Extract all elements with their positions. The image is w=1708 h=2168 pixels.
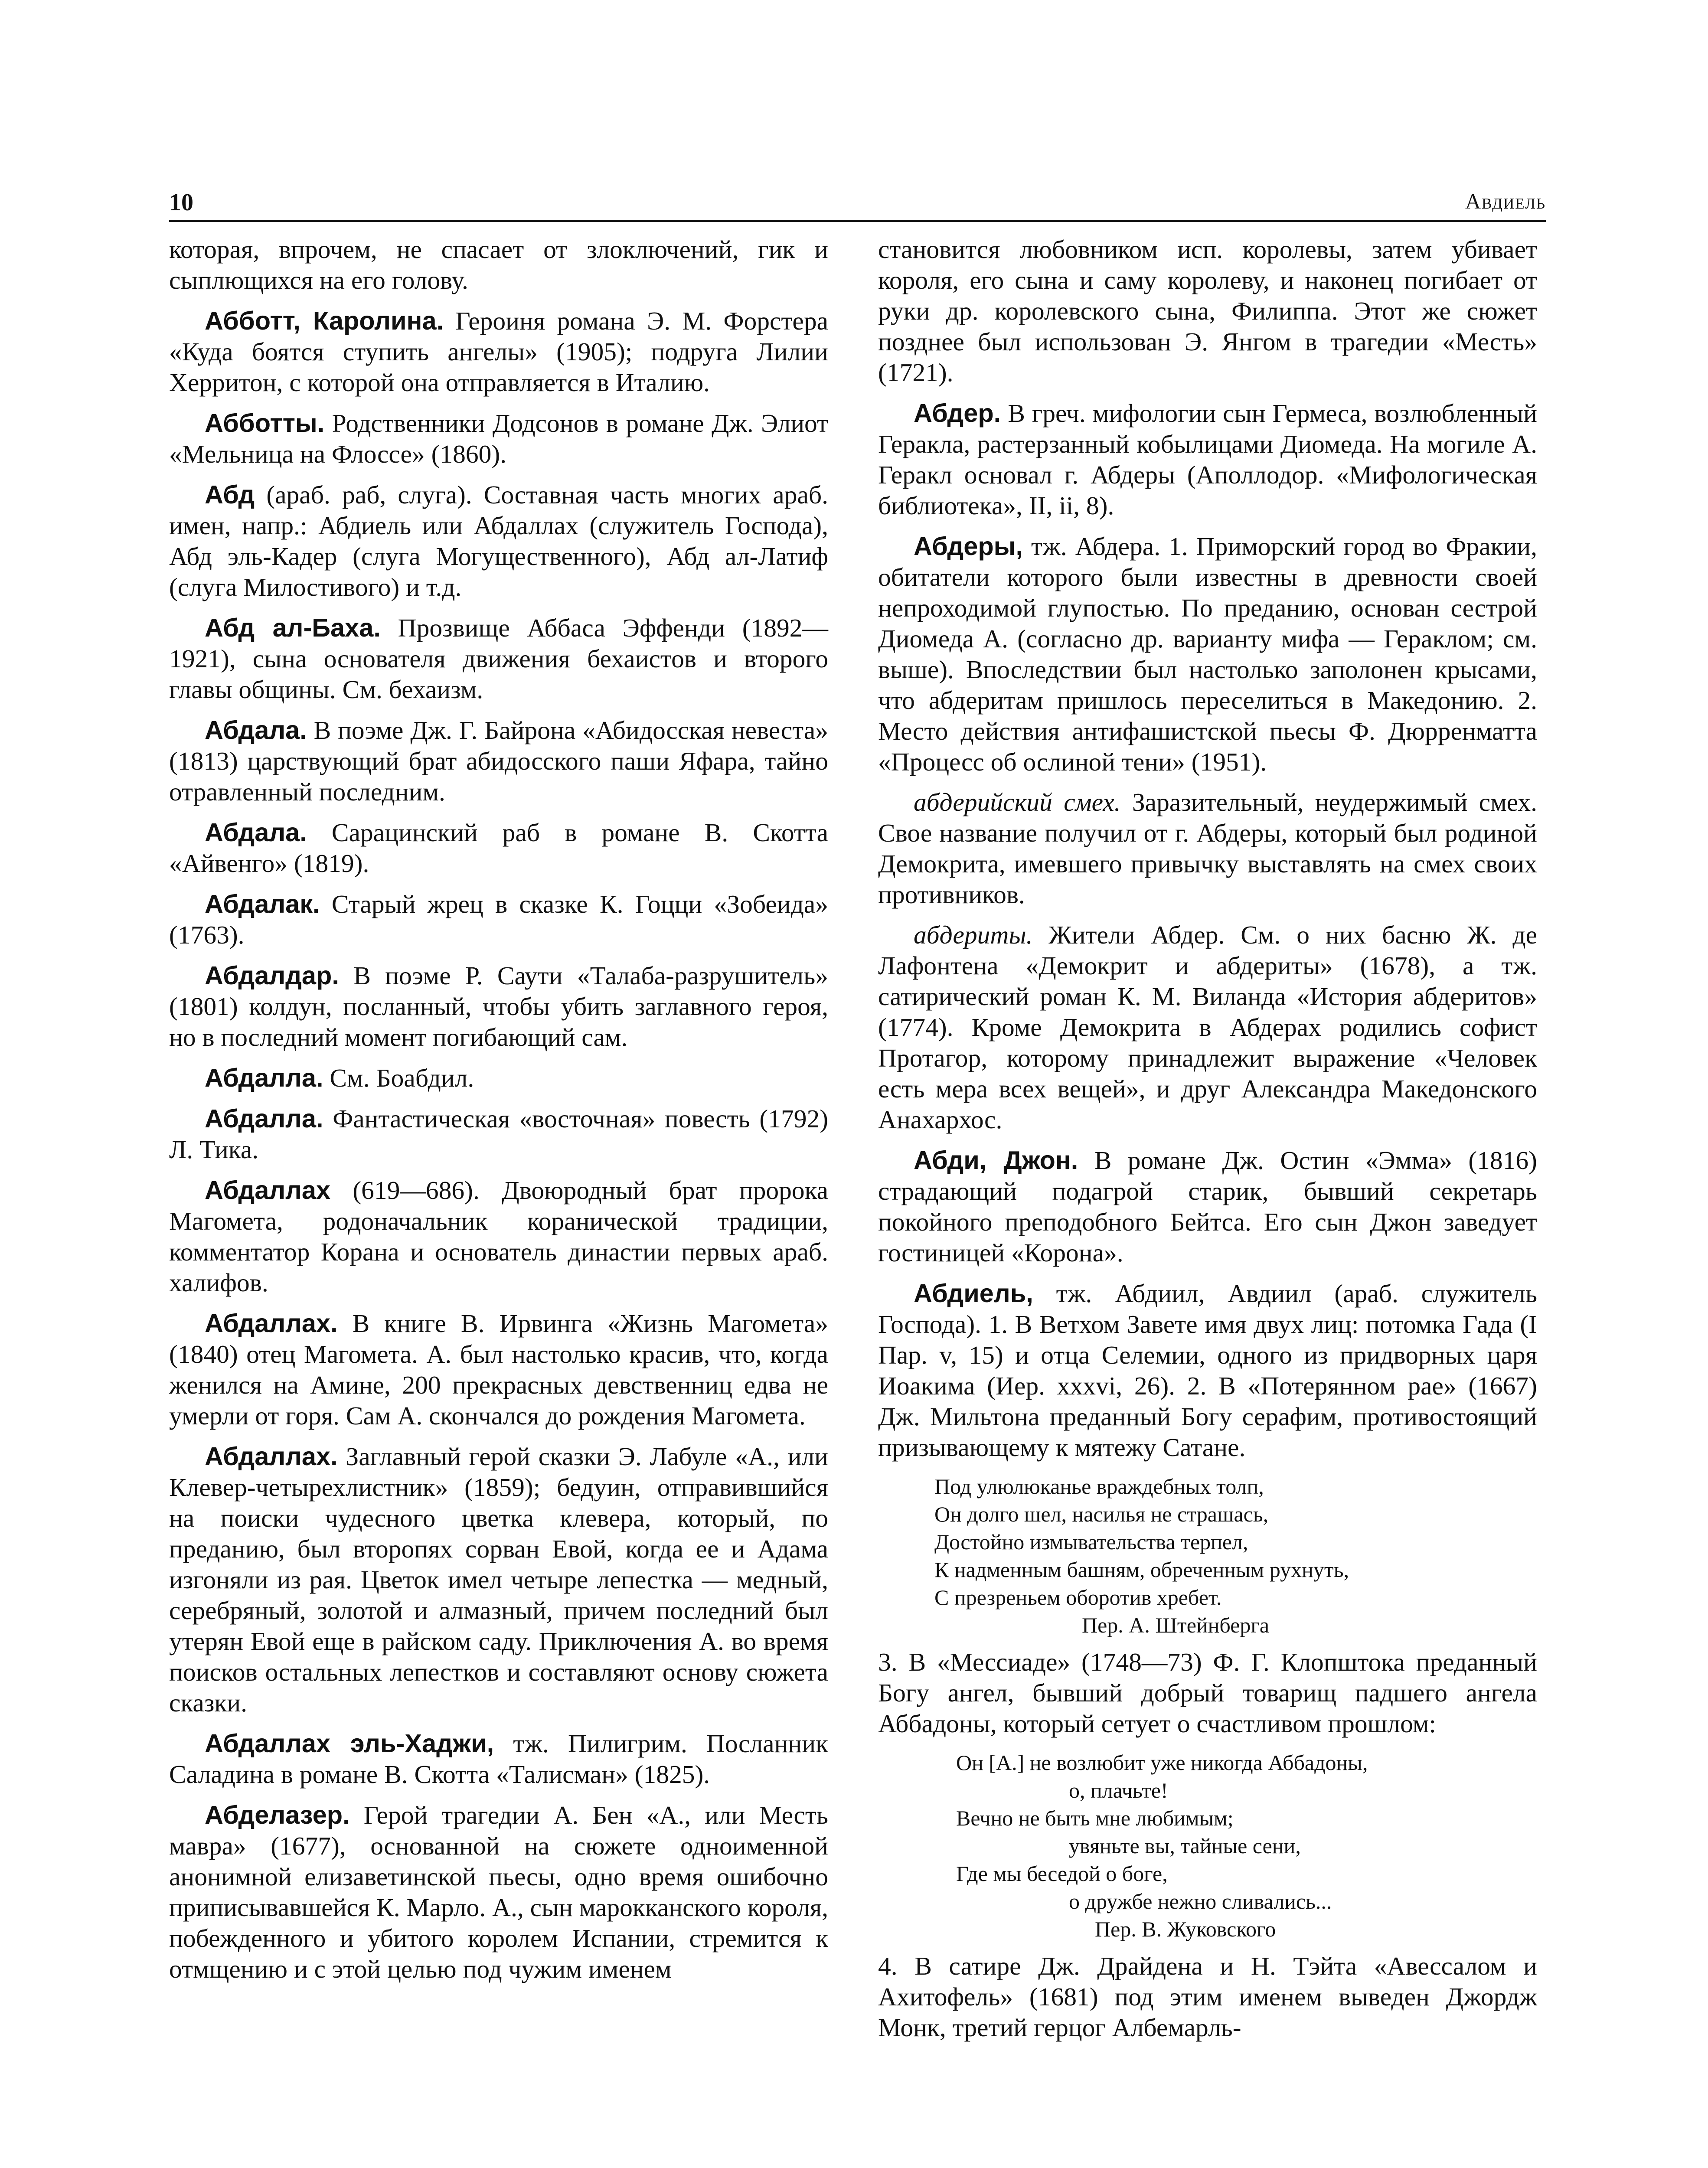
entry-text: В книге В. Ирвинга «Жизнь Магомета» (1840) отец Магомета. А. был настолько красив, что, когда женился на Амине, 200 прекрасных девственниц едва не умерли от горя. Сам А. скончался до рождения Магомета. (169, 1309, 828, 1430)
entry-abdaldar (169, 960, 828, 1053)
entry-abbott-karolina (169, 305, 828, 398)
entry-paragraph (878, 1951, 1537, 2043)
entry-abdallah-3 (169, 1441, 828, 1718)
verse-line: К надменным башням, обреченным рухнуть, (934, 1557, 1349, 1582)
headword: Абделазер. (205, 1800, 350, 1829)
header-rule (169, 220, 1546, 222)
headword: Абдала. (205, 818, 307, 847)
translator-attribution: Пер. А. Штейнберга (1082, 1613, 1270, 1637)
verse-line: Он долго шел, насилья не страшась, (934, 1502, 1269, 1526)
entry-abder (878, 398, 1537, 521)
entry-text: Героиня романа Э. М. Форстера «Куда боятся ступить ангелы» (1905); подруга Лилии Херритон, с которой она отправляется в Италию. (169, 307, 829, 397)
entry-paragraph (878, 1647, 1537, 1739)
entry-text: Сарацинский раб в романе В. Скотта «Айвенго» (1819). (169, 818, 828, 878)
entry-text: Прозвище Аббаса Эффенди (1892—1921), сына основателя движения бехаистов и второго главы общины. См. бехаизм. (169, 614, 829, 704)
headword: Абдаллах эль-Хаджи, (205, 1729, 494, 1758)
headword: Абдалла. (205, 1063, 323, 1092)
entry-abdery (878, 531, 1537, 777)
entry-text: Старый жрец в сказке К. Гоцци «Зобеида» (1763). (169, 890, 828, 949)
headword: Абдиель, (914, 1279, 1033, 1308)
entry-abdalla-1 (169, 1062, 828, 1094)
entry-abdala-2 (169, 817, 828, 879)
headword: Абдала. (205, 715, 307, 744)
subheadword: абдериты. (914, 921, 1033, 949)
entry-abdalla-2 (169, 1103, 828, 1165)
verse-line: Вечно не быть мне любимым; (956, 1806, 1234, 1830)
entry-text: 4. В сатире Дж. Драйдена и Н. Тэйта «Авессалом и Ахитофель» (1681) под этим именем выведен Джордж Монк, третий герцог Албемарль- (878, 1952, 1537, 2042)
subheadword: абдерийский смех. (914, 788, 1121, 816)
headword: Абдалак. (205, 889, 320, 918)
entry-text: которая, впрочем, не спасает от злоключений, гик и сыплющихся на его голову. (169, 235, 828, 294)
headword: Абдеры, (914, 532, 1023, 561)
entry-abdiel (878, 1278, 1537, 1463)
subentry-abderity (878, 920, 1537, 1135)
entry-abdallah-el-hadzhi (169, 1728, 828, 1790)
entry-text: Родственники Додсонов в романе Дж. Элиот «Мельница на Флоссе» (1860). (169, 409, 829, 468)
headword: Абдаллах. (205, 1442, 338, 1471)
left-column (169, 234, 828, 1994)
entry-abdelazer (169, 1799, 828, 1985)
entry-abdalak (169, 888, 828, 950)
headword: Абдаллах. (205, 1309, 338, 1338)
headword: Абботт, Каролина. (205, 306, 444, 335)
verse-line: увяньте вы, тайные сени, (1069, 1834, 1301, 1858)
running-head: Авдиель (1465, 189, 1546, 213)
verse-line: о дружбе нежно сливались... (1069, 1889, 1332, 1913)
entry-abdi-dzhon (878, 1145, 1537, 1268)
right-column (878, 234, 1537, 2053)
entry-abd (169, 479, 828, 603)
entry-text: Фантастическая «восточная» повесть (1792) Л. Тика. (169, 1104, 829, 1164)
entry-text: В поэме Р. Саути «Талаба-разрушитель» (1801) колдун, посланный, чтобы убить заглавного героя, но в последний момент погибающий сам. (169, 961, 828, 1051)
entry-abbotty (169, 408, 828, 470)
headword: Абдалла. (205, 1104, 323, 1133)
verse-quote-klopstock (878, 1749, 1537, 1943)
entry-text: (619—686). Двоюродный брат пророка Магомета, родоначальник коранической традиции, комментатор Корана и основатель династии первых араб. халифов. (169, 1176, 828, 1297)
entry-abd-al-baha (169, 612, 828, 705)
entry-continuation (169, 234, 828, 296)
entry-text: В греч. мифологии сын Гермеса, возлюбленный Геракла, растерзанный кобылицами Диомеда. На могиле А. Геракл основал г. Абдеры (Аполлодор. «Мифологическая библиотека», II, ii, 8). (878, 399, 1537, 520)
entry-text: В поэме Дж. Г. Байрона «Абидосская невеста» (1813) царствующий брат абидосского паши Яфара, тайно отравленный последним. (169, 716, 828, 806)
entry-abdallah-1 (169, 1175, 828, 1298)
headword: Абдер. (914, 398, 1001, 428)
entry-text: тж. Пилигрим. Посланник Саладина в романе В. Скотта «Талисман» (1825). (169, 1729, 828, 1789)
page-number: 10 (169, 189, 193, 216)
translator-attribution: Пер. В. Жуковского (1095, 1917, 1276, 1941)
headword: Абботты. (205, 408, 325, 438)
entry-text: тж. Абдиил, Авдиил (араб. служитель Господа). 1. В Ветхом Завете имя двух лиц: потомка Гада (I Пар. v, 15) и отца Селемии, одного из придворных царя Иоакима (Иер. xxxvi, 26). 2. В «Потерянном рае» (1667) Дж. Мильтона преданный Богу серафим, противостоящий призывающему к мятежу Сатане. (878, 1279, 1537, 1462)
verse-line: Где мы беседой о боге, (956, 1861, 1168, 1886)
verse-line: о, плачьте! (1069, 1778, 1168, 1802)
headword: Абд (205, 480, 255, 509)
verse-line: Под улюлюканье враждебных толп, (934, 1474, 1264, 1499)
entry-text: См. Боабдил. (330, 1064, 474, 1092)
subentry-abderiyskiy-smekh (878, 787, 1537, 910)
headword: Абдаллах (205, 1175, 331, 1205)
entry-text: 3. В «Мессиаде» (1748—73) Ф. Г. Клопштока преданный Богу ангел, бывший добрый товарищ падшего ангела Аббадоны, который сетует о счастливом прошлом: (878, 1648, 1537, 1738)
verse-quote-milton (878, 1473, 1537, 1639)
entry-abdala-1 (169, 715, 828, 807)
headword: Абдалдар. (205, 961, 339, 990)
entry-text: В романе Дж. Остин «Эмма» (1816) страдающий подагрой старик, бывший секретарь покойного преподобного Бейтса. Его сын Джон заведует гостиницей «Корона». (878, 1146, 1537, 1267)
headword: Абди, Джон. (914, 1146, 1078, 1175)
verse-line: С презреньем оборотив хребет. (934, 1585, 1222, 1610)
headword: Абд ал-Баха. (205, 613, 381, 642)
entry-text: Жители Абдер. См. о них басню Ж. де Лафонтена «Демокрит и абдериты» (1678), а тж. сатирический роман К. М. Виланда «История абдеритов» (1774). Кроме Демокрита в Абдерах родились софист Протагор, которому принадлежит выражение «Человек есть мера всех вещей», и друг Александра Македонского Анахархос. (878, 921, 1538, 1134)
entry-text: Заразительный, неудержимый смех. Свое название получил от г. Абдеры, который был родиной Демокрита, имевшего привычку выставлять на смех своих противников. (878, 788, 1537, 909)
entry-text: Герой трагедии А. Бен «А., или Месть мавра» (1677), основанной на сюжете одноименной анонимной елизаветинской пьесы, одно время ошибочно приписывавшейся К. Марло. А., сын марокканского короля, побежденного и убитого королем Испании, стремится к отмщению и с этой целью под чужим именем (169, 1801, 829, 1983)
entry-text: становится любовником исп. королевы, затем убивает короля, его сына и саму королеву, и наконец погибает от руки др. королевского сына, Филиппа. Этот же сюжет позднее был использован Э. Янгом в трагедии «Месть» (1721). (878, 235, 1537, 387)
entry-text: Заглавный герой сказки Э. Лабуле «А., или Клевер-четырехлистник» (1859); бедуин, отправившийся на поиски чудесного цветка клевера, который, по преданию, был второпях сорван Евой, когда ее и Адама изгоняли из рая. Цветок имел четыре лепестка — медный, серебряный, золотой и алмазный, причем последний был утерян Евой еще в райском саду. Приключения А. во время поисков остальных лепестков и составляют основу сюжета сказки. (169, 1442, 828, 1717)
verse-line: Достойно измывательства терпел, (934, 1530, 1248, 1554)
entry-abdallah-2 (169, 1308, 828, 1431)
entry-text: тж. Абдера. 1. Приморский город во Фракии, обитатели которого были известны в древности своей непроходимой глупостью. По преданию, основан сестрой Диомеда А. (согласно др. варианту мифа — Гераклом; см. выше). Впоследствии был настолько заполонен крысами, что абдеритам пришлось переселиться в Македонию. 2. Место действия антифашистской пьесы Ф. Дюрренматта «Процесс об ослиной тени» (1951). (878, 532, 1537, 776)
verse-line: Он [А.] не возлюбит уже никогда Аббадоны, (956, 1750, 1368, 1775)
entry-continuation (878, 234, 1537, 388)
entry-text: (араб. раб, слуга). Составная часть многих араб. имен, напр.: Абдиель или Абдаллах (служитель Господа), Абд эль-Кадер (слуга Могущественного), Абд ал-Латиф (слуга Милостивого) и т.д. (169, 480, 829, 601)
